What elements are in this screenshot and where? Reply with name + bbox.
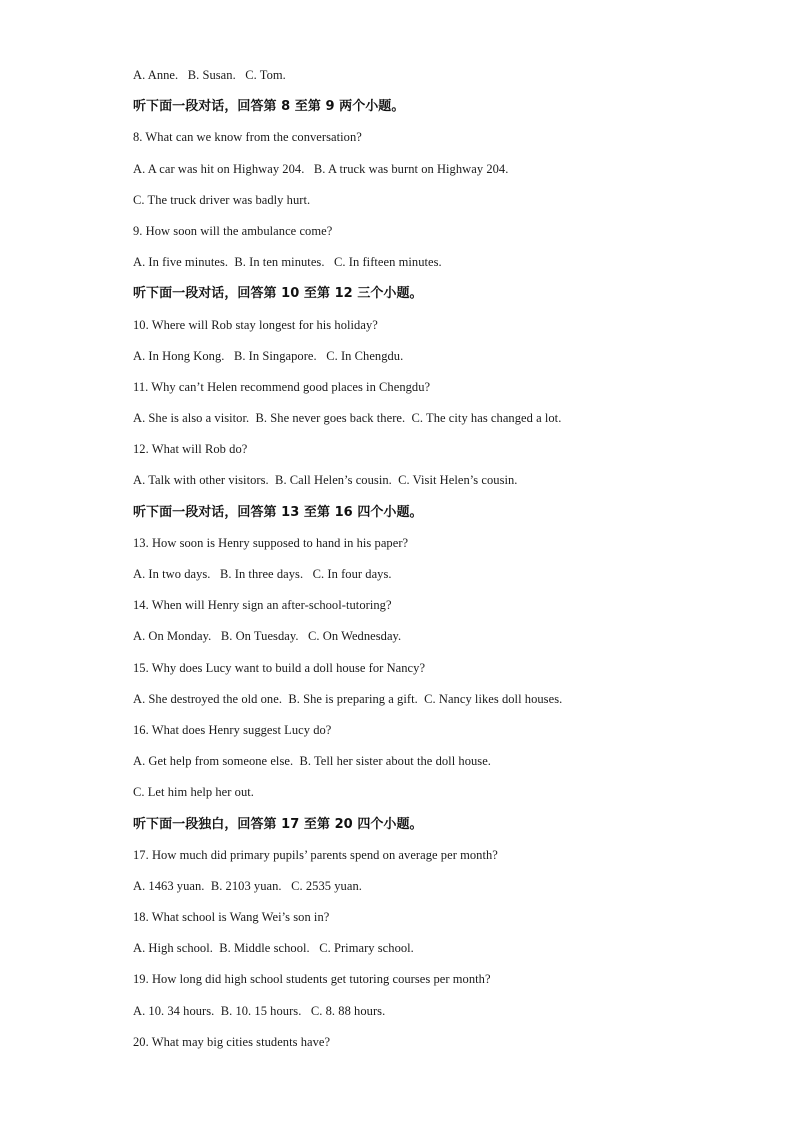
options-line: A. 10. 34 hours. B. 10. 15 hours. C. 8. 88 hours. (133, 1003, 386, 1018)
question-19: 19. How long did high school students get tutoring courses per month? (133, 972, 491, 987)
options-line: A. Get help from someone else. B. Tell her sister about the doll house. (133, 754, 491, 769)
question-8: 8. What can we know from the conversation? (133, 130, 362, 145)
question-12: 12. What will Rob do? (133, 442, 248, 457)
options-line: A. 1463 yuan. B. 2103 yuan. C. 2535 yuan. (133, 878, 362, 893)
section-heading: 听下面一段独白，回答第 17 至第 20 四个小题。 (133, 816, 423, 832)
options-line: A. In two days. B. In three days. C. In four days. (133, 567, 392, 581)
document-page (133, 60, 693, 1058)
section-heading: 听下面一段对话，回答第 10 至第 12 三个小题。 (133, 286, 423, 302)
options-line: A. High school. B. Middle school. C. Primary school. (133, 941, 414, 956)
options-line: A. Anne. B. Susan. C. Tom. (133, 68, 286, 82)
question-13: 13. How soon is Henry supposed to hand in his paper? (133, 535, 409, 550)
options-line: A. She destroyed the old one. B. She is preparing a gift. C. Nancy likes doll houses. (133, 691, 563, 706)
question-18: 18. What school is Wang Wei’s son in? (133, 910, 330, 925)
options-line: C. The truck driver was badly hurt. (133, 192, 311, 207)
options-line: C. Let him help her out. (133, 785, 254, 800)
options-line: A. In five minutes. B. In ten minutes. C. In fifteen minutes. (133, 255, 442, 270)
section-heading: 听下面一段对话，回答第 8 至第 9 两个小题。 (133, 99, 405, 115)
options-line: A. In Hong Kong. B. In Singapore. C. In Chengdu. (133, 348, 404, 363)
question-17: 17. How much did primary pupils’ parents spend on average per month? (133, 847, 498, 862)
options-line: A. On Monday. B. On Tuesday. C. On Wednesday. (133, 629, 402, 644)
options-line: A. She is also a visitor. B. She never goes back there. C. The city has changed a lot. (133, 411, 562, 426)
question-14: 14. When will Henry sign an after-school-tutoring? (133, 598, 392, 613)
options-line: A. A car was hit on Highway 204. B. A truck was burnt on Highway 204. (133, 161, 509, 176)
question-16: 16. What does Henry suggest Lucy do? (133, 722, 332, 737)
options-line: A. Talk with other visitors. B. Call Helen’s cousin. C. Visit Helen’s cousin. (133, 473, 518, 488)
question-11: 11. Why can’t Helen recommend good places in Chengdu? (133, 379, 431, 394)
question-15: 15. Why does Lucy want to build a doll house for Nancy? (133, 660, 426, 675)
question-9: 9. How soon will the ambulance come? (133, 223, 333, 238)
question-10: 10. Where will Rob stay longest for his holiday? (133, 317, 378, 332)
question-20: 20. What may big cities students have? (133, 1034, 331, 1049)
section-heading: 听下面一段对话，回答第 13 至第 16 四个小题。 (133, 504, 423, 520)
